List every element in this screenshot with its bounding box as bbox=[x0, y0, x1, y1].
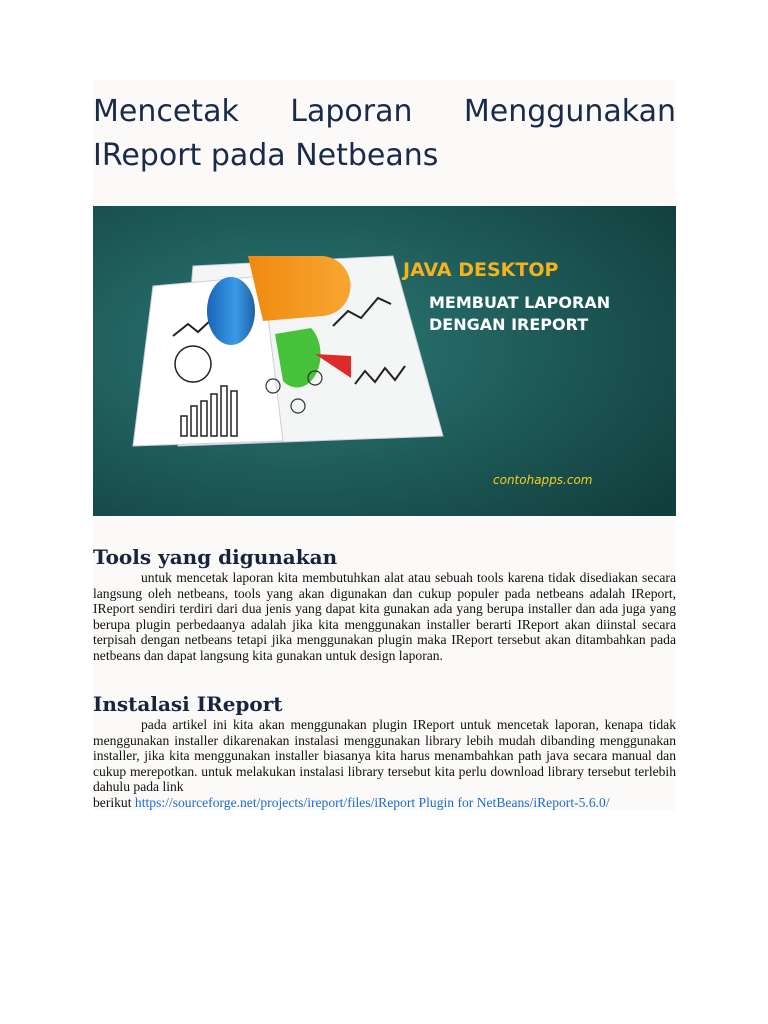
section-heading: Tools yang digunakan bbox=[93, 545, 338, 569]
pie-slice-orange bbox=[248, 256, 351, 321]
title-word: Laporan bbox=[290, 94, 413, 129]
paragraph-text: untuk mencetak laporan kita membutuhkan alat atau sebuah tools karena tidak disediakan secara langsung oleh netbeans, tools yang akan digunakan dan cukup populer pada netbeans adalah IReport, IReport sendiri terdiri dari dua jenis yang dapat kita gunakan ada yang berupa installer dan ada juga yang berupa plugin perbedaanya adalah jika kita menggunakan installer berarti IReport akan diinstal secara terpisah dengan netbeans tetapi jika menggunakan plugin maka IReport tersebut akan ditambahkan pada netbeans dan dapat langsung kita gunakan untuk design laporan. bbox=[93, 570, 676, 663]
title-line-2: IReport pada Netbeans bbox=[93, 138, 439, 173]
title-line-1 bbox=[93, 90, 676, 134]
document-page bbox=[93, 80, 676, 810]
section-heading: Instalasi IReport bbox=[93, 692, 283, 716]
title-word: Mencetak bbox=[93, 94, 239, 129]
title-block bbox=[93, 80, 676, 184]
page-title bbox=[93, 90, 676, 178]
section-instalasi bbox=[93, 663, 676, 810]
pie-slice-blue bbox=[207, 277, 255, 345]
banner-site: contohapps.com bbox=[493, 473, 593, 487]
banner-subheading-line2: DENGAN IREPORT bbox=[429, 315, 589, 334]
paragraph-text: pada artikel ini kita akan menggunakan plugin IReport untuk mencetak laporan, kenapa tidak menggunakan installer dikarenakan instalasi menggunakan library lebih mudah dibanding menggunakan installer, jika kita menggunakan installer biasanya kita harus menambahkan path java secara manual dan cukup merepotkan. untuk melakukan instalasi library tersebut kita perlu download library tersebut terlebih dahulu pada link bbox=[93, 717, 676, 794]
spacer bbox=[93, 184, 676, 206]
banner-subheading-line1: MEMBUAT LAPORAN bbox=[429, 293, 611, 312]
banner-heading: JAVA DESKTOP bbox=[403, 259, 559, 281]
download-link[interactable]: https://sourceforge.net/projects/ireport/files/iReport Plugin for NetBeans/iReport-5.6.0/ bbox=[134, 794, 610, 810]
section-body bbox=[93, 570, 676, 663]
section-body bbox=[93, 717, 676, 810]
banner-image bbox=[93, 206, 676, 516]
link-prefix: berikut bbox=[93, 794, 132, 810]
section-tools bbox=[93, 516, 676, 663]
title-word: Menggunakan bbox=[463, 94, 676, 129]
